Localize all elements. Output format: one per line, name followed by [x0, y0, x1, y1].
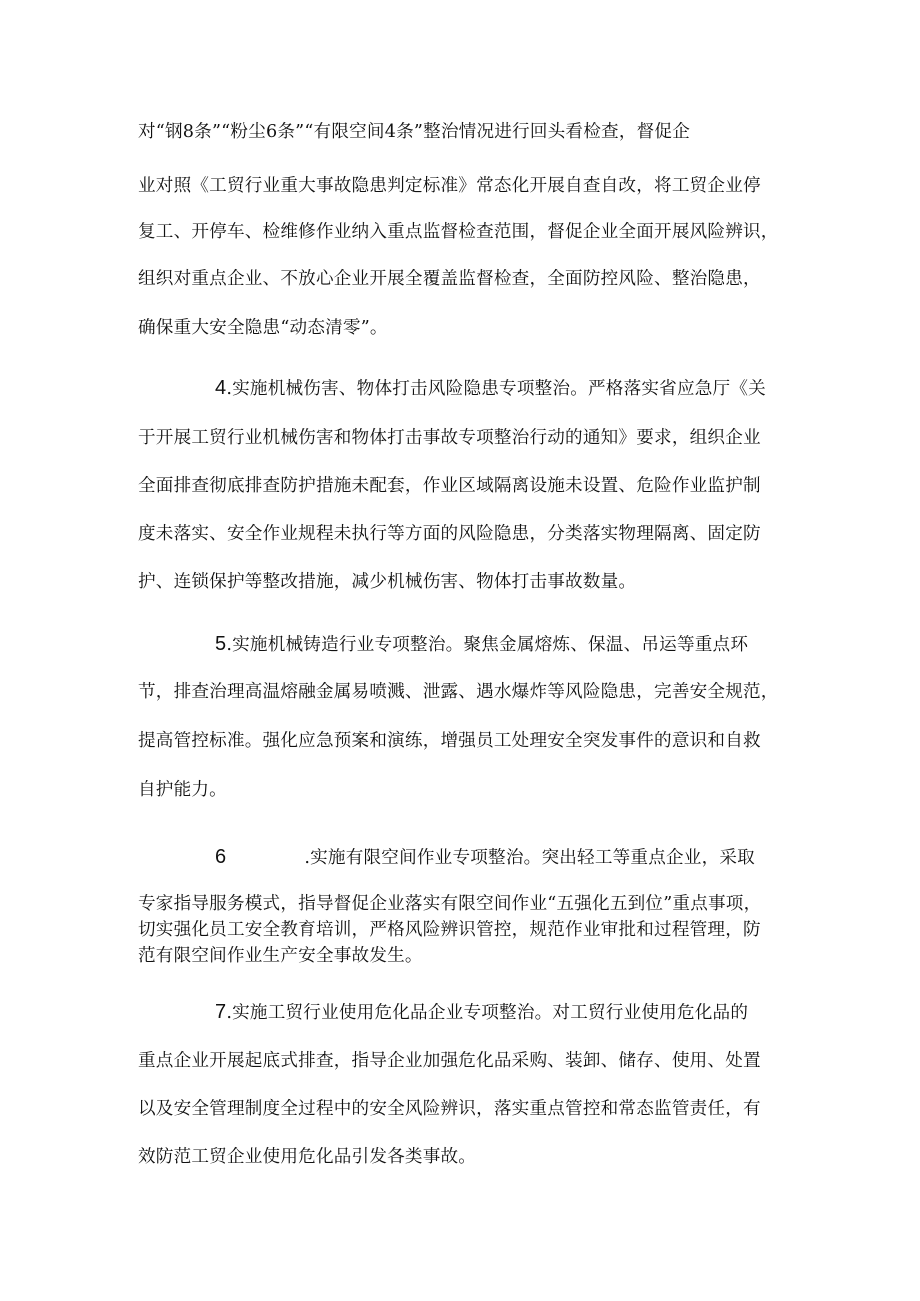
paragraph-line: 重点企业开展起底式排查，指导企业加强危化品采购、装卸、储存、使用、处置 [138, 1051, 761, 1071]
paragraph-line: 度未落实、安全作业规程未执行等方面的风险隐患，分类落实物理隔离、固定防 [138, 524, 761, 544]
paragraph-line: 复工、开停车、检维修作业纳入重点监督检查范围，督促企业全面开展风险辨识， [138, 222, 779, 242]
item-7-first-line: .实施工贸行业使用危化品企业专项整治。对工贸行业使用危化品的 [226, 1003, 749, 1023]
paragraph-line: 节，排查治理高温熔融金属易喷溅、泄露、遇水爆炸等风险隐患，完善安全规范， [138, 682, 779, 702]
paragraph-line: 对“钢8条”“粉尘6条”“有限空间4条”整治情况进行回头看检查，督促企 [138, 122, 690, 142]
item-5-first-line: .实施机械铸造行业专项整治。聚焦金属熔炼、保温、吊运等重点环 [226, 635, 749, 655]
paragraph-line: 组织对重点企业、不放心企业开展全覆盖监督检查，全面防控风险、整治隐患， [138, 269, 761, 289]
paragraph-line: 范有限空间作业生产安全事故发生。 [138, 946, 423, 966]
paragraph-line: 以及安全管理制度全过程中的安全风险辨识，落实重点管控和常态监管责任，有 [138, 1099, 761, 1119]
item-7-heading-line [215, 1000, 798, 1025]
paragraph-line: 业对照《工贸行业重大事故隐患判定标准》常态化开展自查自改，将工贸企业停 [138, 176, 761, 196]
paragraph-line: 于开展工贸行业机械伤害和物体打击事故专项整治行动的通知》要求，组织企业 [138, 428, 761, 448]
item-6-heading-line [215, 845, 798, 870]
paragraph-line: 专家指导服务模式，指导督促企业落实有限空间作业“五强化五到位”重点事项， [138, 894, 762, 914]
item-number: 5 [215, 633, 227, 655]
item-4-first-line: .实施机械伤害、物体打击风险隐患专项整治。严格落实省应急厅《关 [226, 379, 766, 399]
paragraph-line: 提高管控标准。强化应急预案和演练，增强员工处理安全突发事件的意识和自救 [138, 731, 761, 751]
paragraph-line: 效防范工贸企业使用危化品引发各类事故。 [138, 1147, 477, 1167]
paragraph-line: 全面排查彻底排查防护措施未配套，作业区域隔离设施未设置、危险作业监护制 [138, 476, 761, 496]
item-6-first-line: .实施有限空间作业专项整治。突出轻工等重点企业，采取 [304, 848, 755, 868]
paragraph-line: 自护能力。 [138, 780, 227, 800]
item-number: 6 [215, 846, 227, 868]
item-number: 7 [215, 1001, 227, 1023]
item-4-heading-line [215, 376, 798, 401]
item-5-heading-line [215, 632, 798, 657]
item-number: 4 [215, 377, 227, 399]
paragraph-line: 护、连锁保护等整改措施，减少机械伤害、物体打击事故数量。 [138, 572, 637, 592]
paragraph-line: 确保重大安全隐患“动态清零”。 [138, 318, 388, 338]
paragraph-line: 切实强化员工安全教育培训，严格风险辨识管控，规范作业审批和过程管理，防 [138, 920, 761, 940]
